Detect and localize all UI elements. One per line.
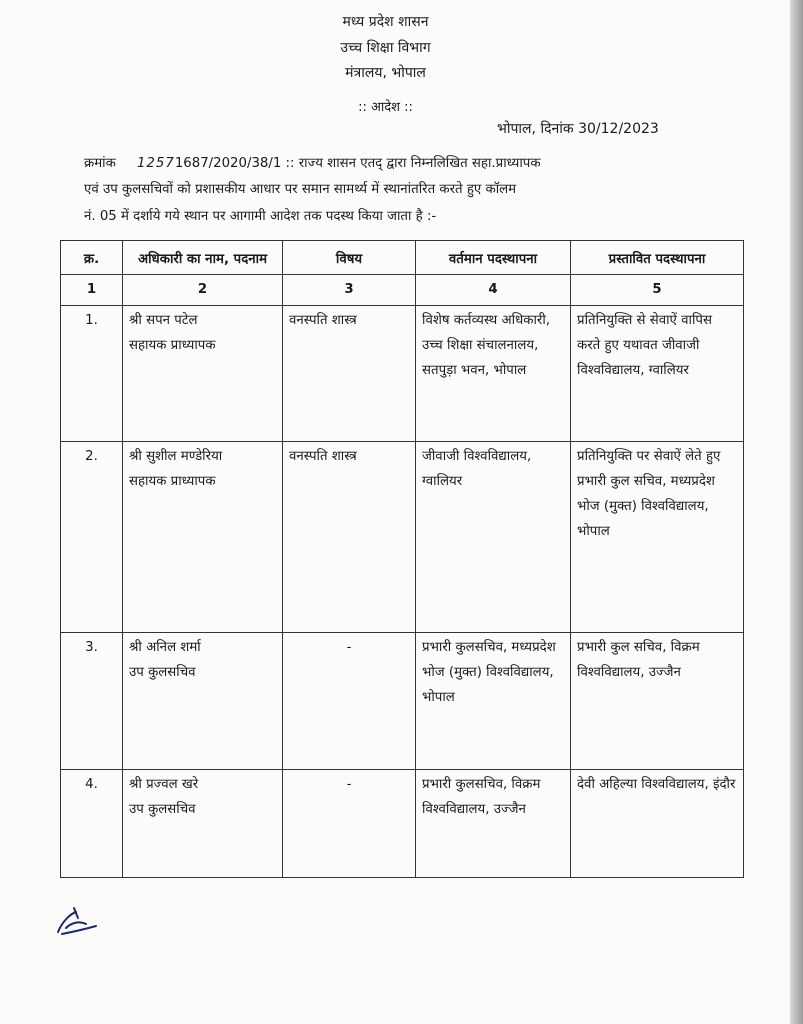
header-current-posting: वर्तमान पदस्थापना: [416, 241, 571, 275]
proposed-posting-cell: प्रतिनियुक्ति से सेवाऐं वापिस करते हुए यथावत जीवाजी विश्वविद्यालय, ग्वालियर: [571, 306, 744, 442]
handwritten-number: 1257: [136, 156, 175, 171]
current-posting-cell: विशेष कर्तव्यस्थ अधिकारी, उच्च शिक्षा संचालनालय, सतपुड़ा भवन, भोपाल: [416, 306, 571, 442]
col-number: 2: [123, 275, 283, 306]
header-officer: अधिकारी का नाम, पदनाम: [123, 241, 283, 275]
proposed-posting-cell: देवी अहिल्या विश्वविद्यालय, इंदौर: [571, 770, 744, 878]
officer-designation: उप कुलसचिव: [129, 802, 196, 817]
col-number: 1: [61, 275, 123, 306]
order-number-rest: 1687/2020/38/1 :: राज्य शासन एतद् द्वारा निम्नलिखित सहा.प्राध्यापक: [174, 156, 541, 171]
subject-cell: -: [283, 770, 416, 878]
intro-line-2: एवं उप कुलसचिवों को प्रशासकीय आधार पर समान सामर्थ्य में स्थानांतरित करते हुए कॉलम: [84, 182, 517, 197]
officer-designation: उप कुलसचिव: [129, 665, 196, 680]
column-number-row: [61, 275, 744, 306]
paper-edge-shadow: [790, 0, 803, 1024]
officer-name: श्री अनिल शर्मा: [129, 640, 201, 655]
col-number: 3: [283, 275, 416, 306]
row-sno: 3.: [61, 633, 123, 770]
order-number-label: क्रमांक: [84, 156, 116, 171]
officer-name: श्री सुशील मण्डेरिया: [129, 449, 223, 464]
officer-name: श्री सपन पटेल: [129, 313, 198, 328]
date-line: भोपाल, दिनांक 30/12/2023: [497, 121, 659, 137]
col-number: 4: [416, 275, 571, 306]
table-row: [61, 306, 744, 442]
row-sno: 1.: [61, 306, 123, 442]
table-header-row: [61, 241, 744, 275]
officer-cell: [123, 633, 283, 770]
header-proposed-posting: प्रस्तावित पदस्थापना: [571, 241, 744, 275]
current-posting-cell: प्रभारी कुलसचिव, विक्रम विश्वविद्यालय, उज्जैन: [416, 770, 571, 878]
row-sno: 4.: [61, 770, 123, 878]
order-title: :: आदेश ::: [358, 100, 413, 115]
col-number: 5: [571, 275, 744, 306]
header-ministry: मंत्रालय, भोपाल: [345, 65, 426, 81]
row-sno: 2.: [61, 442, 123, 633]
officer-name: श्री प्रज्वल खरे: [129, 777, 199, 792]
transfer-table: [60, 240, 744, 878]
proposed-posting-cell: प्रभारी कुल सचिव, विक्रम विश्वविद्यालय, उज्जैन: [571, 633, 744, 770]
officer-designation: सहायक प्राध्यापक: [129, 338, 216, 353]
current-posting-cell: जीवाजी विश्वविद्यालय, ग्वालियर: [416, 442, 571, 633]
current-posting-cell: प्रभारी कुलसचिव, मध्यप्रदेश भोज (मुक्त) विश्वविद्यालय, भोपाल: [416, 633, 571, 770]
officer-cell: [123, 770, 283, 878]
table-row: [61, 770, 744, 878]
header-department: उच्च शिक्षा विभाग: [340, 40, 431, 56]
intro-line-3: नं. 05 में दर्शाये गये स्थान पर आगामी आदेश तक पदस्थ किया जाता है :-: [84, 209, 437, 224]
header-subject: विषय: [283, 241, 416, 275]
header-government: मध्य प्रदेश शासन: [342, 14, 429, 30]
signature-mark-icon: [52, 902, 102, 938]
table-row: [61, 633, 744, 770]
subject-cell: वनस्पति शास्त्र: [283, 306, 416, 442]
subject-cell: -: [283, 633, 416, 770]
table-row: [61, 442, 744, 633]
officer-cell: [123, 442, 283, 633]
intro-line-1: [84, 151, 724, 177]
officer-designation: सहायक प्राध्यापक: [129, 474, 216, 489]
subject-cell: वनस्पति शास्त्र: [283, 442, 416, 633]
header-sno: क्र.: [61, 241, 123, 275]
proposed-posting-cell: प्रतिनियुक्ति पर सेवाऐं लेते हुए प्रभारी कुल सचिव, मध्यप्रदेश भोज (मुक्त) विश्वविद्यालय, भोपाल: [571, 442, 744, 633]
officer-cell: [123, 306, 283, 442]
